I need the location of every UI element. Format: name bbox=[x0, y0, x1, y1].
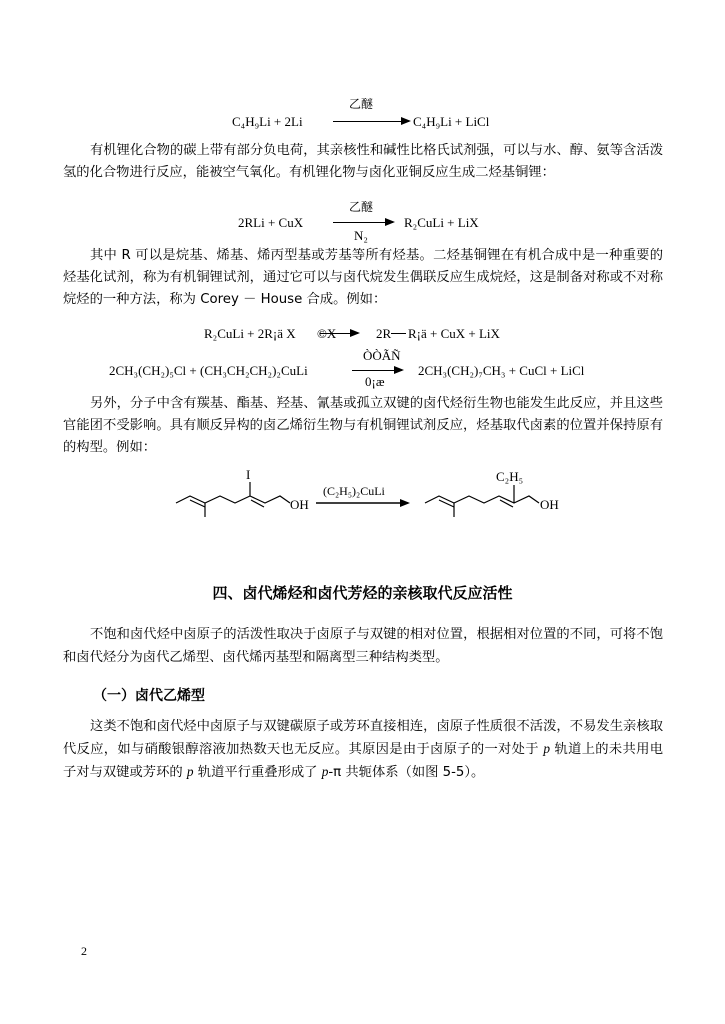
eq3-arrow bbox=[320, 333, 358, 334]
eq2-above: 乙醚 bbox=[349, 200, 374, 214]
eq2-left: 2RLi + CuX bbox=[238, 215, 304, 230]
eq2-below: N₂ bbox=[354, 228, 368, 243]
eq3-garble: ©X bbox=[317, 326, 337, 341]
paragraph-5: 这类不饱和卤代烃中卤原子与双键碳原子或芳环直接相连，卤原子性质很不活泼，不易发生亲核取代反应，如与硝酸银醇溶液加热数天也无反应。其原因是由于卤原子的一对处于 p 轨道上的未共用电子对与双键或芳环的 p 轨道平行重叠形成了 p-π 共轭体系（如图 5-5）。 bbox=[63, 719, 663, 780]
eq3-right2: R¡ä + CuX + LiX bbox=[408, 326, 500, 341]
eq4-above: ÒÒÃÑ bbox=[363, 348, 401, 363]
ethyl-label: C₂H₅ bbox=[496, 469, 524, 484]
eq1-left: C₄H₉Li + 2Li bbox=[232, 114, 303, 129]
eq3-left: R₂CuLi + 2R¡ä X bbox=[204, 326, 296, 341]
eq4-below: 0¡æ bbox=[365, 374, 385, 389]
eq2-right: R₂CuLi + LiX bbox=[404, 215, 479, 230]
paragraph-3: 另外，分子中含有羰基、酯基、羟基、氰基或孤立双键的卤代烃衍生物也能发生此反应，并且这些官能团不受影响。具有顺反异构的卤乙烯衍生物与有机铜锂试剂反应，烃基取代卤素的位置并保持原有的构型。例如： bbox=[63, 396, 663, 455]
paragraph-4: 不饱和卤代烃中卤原子的活泼性取决于卤原子与双键的相对位置，根据相对位置的不同，可将不饱和卤代烃分为卤代乙烯型、卤代烯丙基型和隔离型三种结构类型。 bbox=[63, 627, 663, 665]
eq3-bond bbox=[391, 333, 406, 334]
eq1-arrow bbox=[333, 121, 409, 122]
structure-reaction bbox=[170, 465, 580, 525]
section-heading: 四、卤代烯烃和卤代芳烃的亲核取代反应活性 bbox=[212, 584, 513, 602]
eq4-right: 2CH₃(CH₂)₇CH₃ + CuCl + LiCl bbox=[418, 363, 585, 378]
oh-right-label: OH bbox=[540, 497, 559, 512]
subheading: （一）卤代乙烯型 bbox=[93, 688, 205, 704]
oh-left-label: OH bbox=[290, 497, 309, 512]
eq1-above: 乙醚 bbox=[349, 97, 374, 111]
paragraph-2: 其中 R 可以是烷基、烯基、烯丙型基或芳基等所有烃基。二烃基铜锂在有机合成中是一种重要的烃基化试剂，称为有机铜锂试剂，通过它可以与卤代烷发生偶联反应生成烷烃，这是制备对称或不对称烷烃的一种方法，称为 Corey － House 合成。例如： bbox=[63, 248, 663, 307]
iodo-label: I bbox=[246, 467, 251, 482]
eq4-left: 2CH₃(CH₂)₅Cl + (CH₃CH₂CH₂)₂CuLi bbox=[109, 363, 308, 378]
paragraph-1: 有机锂化合物的碳上带有部分负电荷，其亲核性和碱性比格氏试剂强，可以与水、醇、氨等含活泼氢的化合物进行反应，能被空气氧化。有机锂化物与卤化亚铜反应生成二烃基铜锂： bbox=[63, 143, 663, 180]
reagent-label: (C₂H₅)₂CuLi bbox=[323, 484, 385, 498]
reactant-skeleton bbox=[176, 482, 290, 517]
eq1-right: C₄H₉Li + LiCl bbox=[413, 114, 490, 129]
eq4-arrow bbox=[352, 370, 402, 371]
structure-arrowhead bbox=[400, 499, 410, 507]
eq3-right: 2R bbox=[376, 326, 392, 341]
product-skeleton bbox=[425, 485, 539, 517]
page-number: 2 bbox=[81, 944, 87, 958]
eq2-arrow bbox=[333, 222, 393, 223]
